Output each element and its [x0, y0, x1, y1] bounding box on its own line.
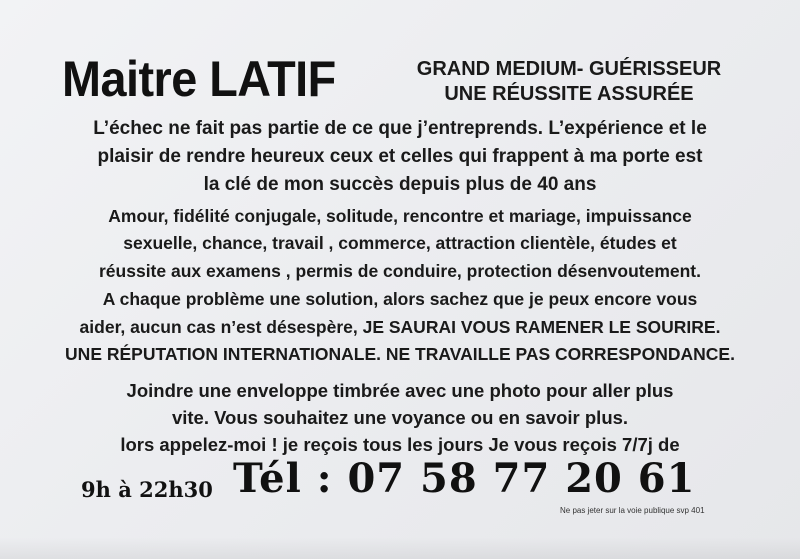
intro-line: la clé de mon succès depuis plus de 40 ans [203, 174, 597, 195]
title-line-1: GRAND MEDIUM- GUÉRISSEUR [416, 58, 722, 80]
services-line: A chaque problème une solution, alors sachez que je peux encore vous [102, 289, 698, 309]
contact-line: lors appelez-moi ! je reçois tous les jours Je vous reçois 7/7j de [120, 434, 680, 455]
reputation-line: UNE RÉPUTATION INTERNATIONALE. NE TRAVAILLE PAS CORRESPONDANCE. [65, 344, 735, 364]
intro-line: plaisir de rendre heureux ceux et celles qui frappent à ma porte est [97, 146, 703, 167]
intro-line: L’échec ne fait pas partie de ce que j’entreprends. L’expérience et le [93, 118, 707, 139]
services-line: aider, aucun cas n’est désespère, JE SAURAI VOUS RAMENER LE SOURIRE. [79, 317, 721, 337]
card-shadow [0, 537, 800, 559]
services-line: sexuelle, chance, travail , commerce, attraction clientèle, études et [123, 233, 677, 253]
title-line-2: UNE RÉUSSITE ASSURÉE [444, 83, 694, 105]
contact-line: Joindre une enveloppe timbrée avec une photo pour aller plus [126, 380, 674, 401]
opening-hours: 9h à 22h30 [81, 477, 213, 502]
disposal-notice: Ne pas jeter sur la voie publique svp 401 [560, 506, 705, 515]
medium-name: Maitre LATIF [62, 50, 336, 108]
services-line: réussite aux examens , permis de conduire, protection désenvoutement. [99, 261, 701, 281]
contact-line: vite. Vous souhaitez une voyance ou en savoir plus. [171, 407, 629, 428]
services-line: Amour, fidélité conjugale, solitude, rencontre et mariage, impuissance [108, 206, 692, 226]
phone-number: Tél : 07 58 77 20 61 [233, 455, 696, 502]
